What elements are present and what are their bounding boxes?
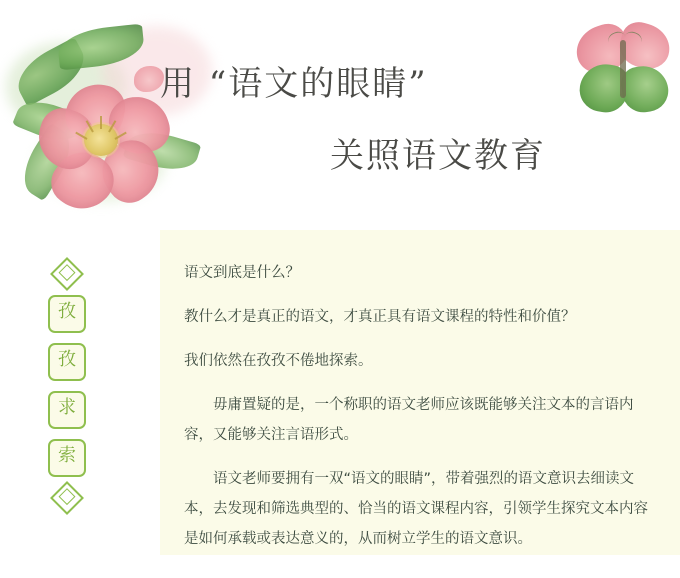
sidebar-badge-1: 孜 [48,295,86,333]
content-panel [160,230,680,555]
sidebar-badge-3: 求 [48,391,86,429]
banner-headline-line-1: 用 “语文的眼睛” [160,64,428,104]
diamond-ornament-icon [50,257,84,291]
content-body [160,230,680,578]
paragraph-3: 我们依然在孜孜不倦地探索。 [184,353,373,369]
butterfly-wing [619,63,671,115]
paragraph-5: 语文老师要拥有一双“语文的眼睛”，带着强烈的语文意识去细读文本，去发现和筛选典型的、恰当的语文课程内容，引领学生探究文本内容是如何承载或表达意义的，从而树立学生的语文意识。 [184,471,648,547]
sidebar-badge-column [44,258,90,514]
header-banner [0,0,680,230]
sidebar-badge-4: 索 [48,439,86,477]
diamond-ornament-icon [50,481,84,515]
paragraph-4: 毋庸置疑的是，一个称职的语文老师应该既能够关注文本的言语内容，又能够关注言语形式。 [184,397,634,443]
sidebar-badge-2: 孜 [48,343,86,381]
paragraph-1: 语文到底是什么？ [184,265,300,281]
body-area [0,230,680,555]
paragraph-2: 教什么才是真正的语文，才真正具有语文课程的特性和价值？ [184,309,576,325]
banner-headline-line-2: 关照语文教育 [330,136,546,176]
butterfly-body [620,40,626,98]
flower-center [84,124,118,156]
flower-illustration [6,12,236,212]
butterfly-icon [568,22,678,127]
